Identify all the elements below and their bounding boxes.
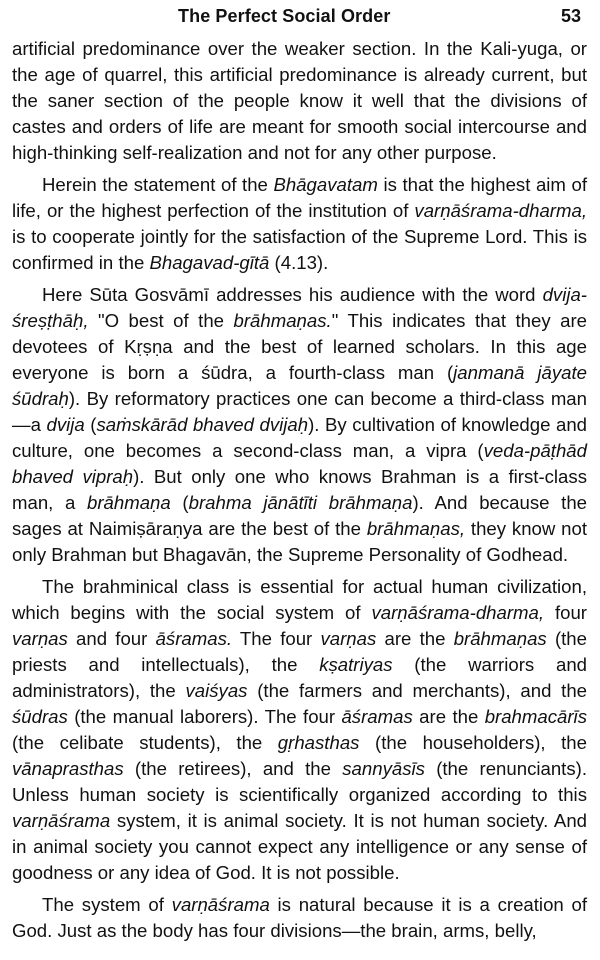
italic-term: saṁskārād bhaved dvijaḥ xyxy=(96,414,309,435)
text-run: and four xyxy=(67,628,156,649)
text-run: Here Sūta Gosvāmī addresses his audience with the word xyxy=(42,284,543,305)
italic-term: gṛhasthas xyxy=(277,732,360,753)
paragraph xyxy=(12,282,587,568)
page-number: 53 xyxy=(560,6,581,26)
text-run: (the farmers and merchants), and the xyxy=(247,680,587,701)
chapter-title: The Perfect Social Order xyxy=(178,6,391,26)
text-run: (the manual laborers). The four xyxy=(67,706,342,727)
italic-term: āśramas. xyxy=(155,628,233,649)
text-run: (the renunciants). Unless human society is scientifically organized according to this xyxy=(12,758,587,805)
italic-term: dvija xyxy=(46,414,85,435)
text-run: is to cooperate jointly for the satisfaction of the Supreme Lord. This is confirmed in the xyxy=(12,226,587,273)
paragraph xyxy=(12,574,587,886)
italic-term: āśramas xyxy=(341,706,413,727)
italic-term: vaiśyas xyxy=(185,680,248,701)
text-run: "O best of the xyxy=(88,310,234,331)
text-run: (the householders), the xyxy=(359,732,587,753)
italic-term: varṇāśrama-dharma, xyxy=(371,602,545,623)
italic-term: brāhmaṇas xyxy=(453,628,547,649)
text-run: The four xyxy=(232,628,321,649)
italic-term: śūdras xyxy=(12,706,68,727)
italic-term: Bhagavad-gītā xyxy=(149,252,270,273)
text-run: are the xyxy=(376,628,454,649)
italic-term: brahmacārīs xyxy=(484,706,587,727)
italic-term: veda-pāṭhād bhaved vipraḥ xyxy=(12,440,587,487)
italic-term: dvija-śreṣṭhāḥ, xyxy=(12,284,587,331)
text-run: is natural because it is a creation of God. Just as the body has four divisions—the brain, arms, belly, xyxy=(12,894,587,941)
italic-term: brāhmaṇas, xyxy=(366,518,466,539)
body-text xyxy=(12,36,587,944)
text-run: ). By reformatory practices one can become a third-class man—a xyxy=(12,388,587,435)
italic-term: varṇāśrama xyxy=(12,810,111,831)
paragraph xyxy=(12,172,587,276)
text-run: ( xyxy=(84,414,97,435)
italic-term: varṇas xyxy=(320,628,377,649)
italic-term: brāhmaṇas. xyxy=(233,310,332,331)
text-run: are the xyxy=(412,706,485,727)
text-run: The brahminical class is essential for actual human civilization, which begins with the social system of xyxy=(12,576,587,623)
italic-term: varṇāśrama-dharma, xyxy=(414,200,587,221)
text-run: (the celibate students), the xyxy=(12,732,278,753)
italic-term: vānaprasthas xyxy=(12,758,124,779)
italic-term: varṇāśrama xyxy=(171,894,270,915)
italic-term: brahma jānātīti brāhmaṇa xyxy=(188,492,413,513)
text-run: four xyxy=(544,602,587,623)
text-run: (4.13). xyxy=(269,252,329,273)
running-header xyxy=(12,0,587,32)
text-run: ). But only one who knows Brahman is a first-class man, a xyxy=(12,466,587,513)
text-run: Herein the statement of the xyxy=(42,174,274,195)
text-run: (the priests and intellectuals), the xyxy=(12,628,587,675)
text-run: ( xyxy=(170,492,189,513)
italic-term: varṇas xyxy=(12,628,68,649)
text-run: is that the highest aim of life, or the highest perfection of the institution of xyxy=(12,174,587,221)
italic-term: brāhmaṇa xyxy=(87,492,171,513)
text-run: ). By cultivation of knowledge and culture, one becomes a second-class man, a vipra ( xyxy=(12,414,588,461)
text-run: they know not only Brahman but Bhagavān, the Supreme Personality of Godhead. xyxy=(12,518,588,565)
text-run: system, it is animal society. It is not human society. And in animal society you cannot expect any intelligence or any sense of goodness or any idea of God. It is not possible. xyxy=(12,810,587,883)
text-run: The system of xyxy=(42,894,172,915)
italic-term: janmanā jāyate śūdraḥ xyxy=(12,362,587,409)
italic-term: kṣatriyas xyxy=(319,654,393,675)
italic-term: Bhāgavatam xyxy=(273,174,378,195)
paragraph xyxy=(12,36,587,166)
text-run: (the warriors and administrators), the xyxy=(12,654,587,701)
text-run: ). And because the sages at Naimiṣāraṇya are the best of the xyxy=(12,492,588,539)
italic-term: sannyāsīs xyxy=(342,758,425,779)
paragraph xyxy=(12,892,587,944)
text-run: (the retirees), and the xyxy=(123,758,343,779)
text-run: " This indicates that they are devotees of Kṛṣṇa and the best of learned scholars. In this age everyone is born a śūdra, a fourth-class man ( xyxy=(12,310,587,383)
text-run: artificial predominance over the weaker section. In the Kali-yuga, or the age of quarrel, this artificial predominance is already current, but the saner section of the people know it well that the divisions of castes and orders of life are meant for smooth social intercourse and high-thinking self-realization and not for any other purpose. xyxy=(12,38,587,163)
